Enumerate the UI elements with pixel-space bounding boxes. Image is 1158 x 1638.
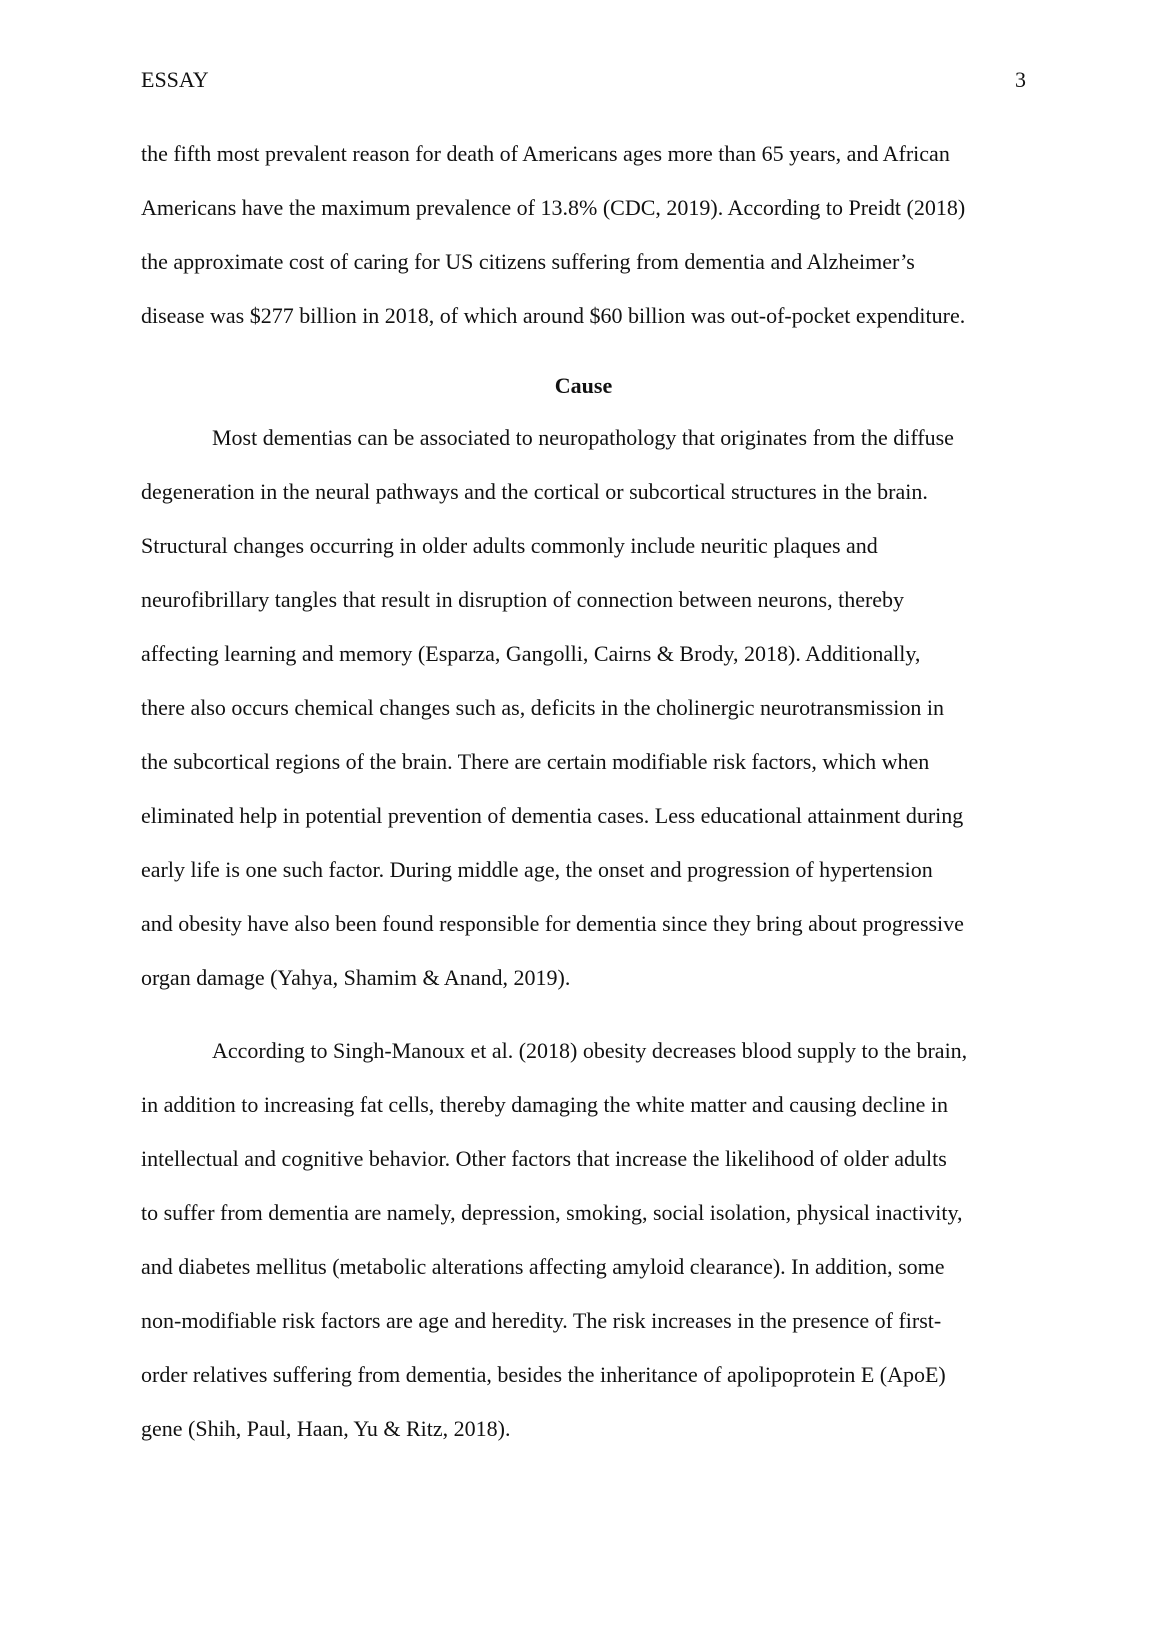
- text-line: neurofibrillary tangles that result in disruption of connection between neurons, thereby: [141, 587, 905, 612]
- text-line: early life is one such factor. During middle age, the onset and progression of hypertension: [141, 857, 933, 882]
- paragraph-risk-factors: [141, 1024, 1026, 1456]
- text-line: gene (Shih, Paul, Haan, Yu & Ritz, 2018).: [141, 1416, 511, 1441]
- text-line: Americans have the maximum prevalence of 13.8% (CDC, 2019). According to Preidt (2018): [141, 195, 966, 220]
- text-line: Structural changes occurring in older adults commonly include neuritic plaques and: [141, 533, 878, 558]
- text-line: eliminated help in potential prevention of dementia cases. Less educational attainment during: [141, 803, 964, 828]
- text-line: affecting learning and memory (Esparza, Gangolli, Cairns & Brody, 2018). Additionally,: [141, 641, 921, 666]
- text-line: disease was $277 billion in 2018, of which around $60 billion was out-of-pocket expenditure.: [141, 303, 966, 328]
- text-line: non-modifiable risk factors are age and heredity. The risk increases in the presence of first-: [141, 1308, 942, 1333]
- text-line: the subcortical regions of the brain. There are certain modifiable risk factors, which when: [141, 749, 930, 774]
- text-line: and obesity have also been found responsible for dementia since they bring about progressive: [141, 911, 964, 936]
- section-heading: Cause: [554, 373, 613, 398]
- header-title: ESSAY: [141, 67, 209, 92]
- text-line: order relatives suffering from dementia, besides the inheritance of apolipoprotein E (ApoE): [141, 1362, 946, 1387]
- text-line: the approximate cost of caring for US citizens suffering from dementia and Alzheimer’s: [141, 249, 915, 274]
- text-line: to suffer from dementia are namely, depression, smoking, social isolation, physical inactivity,: [141, 1200, 963, 1225]
- text-line: the fifth most prevalent reason for death of Americans ages more than 65 years, and African: [141, 141, 950, 166]
- text-line: According to Singh-Manoux et al. (2018) obesity decreases blood supply to the brain,: [212, 1038, 968, 1063]
- paragraph-cause: [141, 411, 1026, 1005]
- page-number: 3: [1015, 67, 1026, 92]
- text-line: in addition to increasing fat cells, thereby damaging the white matter and causing decline in: [141, 1092, 949, 1117]
- text-line: intellectual and cognitive behavior. Other factors that increase the likelihood of older adults: [141, 1146, 947, 1171]
- text-line: degeneration in the neural pathways and the cortical or subcortical structures in the brain.: [141, 479, 928, 504]
- paragraph-intro-continued: [141, 127, 1026, 343]
- text-line: and diabetes mellitus (metabolic alterations affecting amyloid clearance). In addition, some: [141, 1254, 945, 1279]
- text-line: there also occurs chemical changes such as, deficits in the cholinergic neurotransmission in: [141, 695, 944, 720]
- text-line: Most dementias can be associated to neuropathology that originates from the diffuse: [212, 425, 954, 450]
- text-line: organ damage (Yahya, Shamim & Anand, 2019).: [141, 965, 571, 990]
